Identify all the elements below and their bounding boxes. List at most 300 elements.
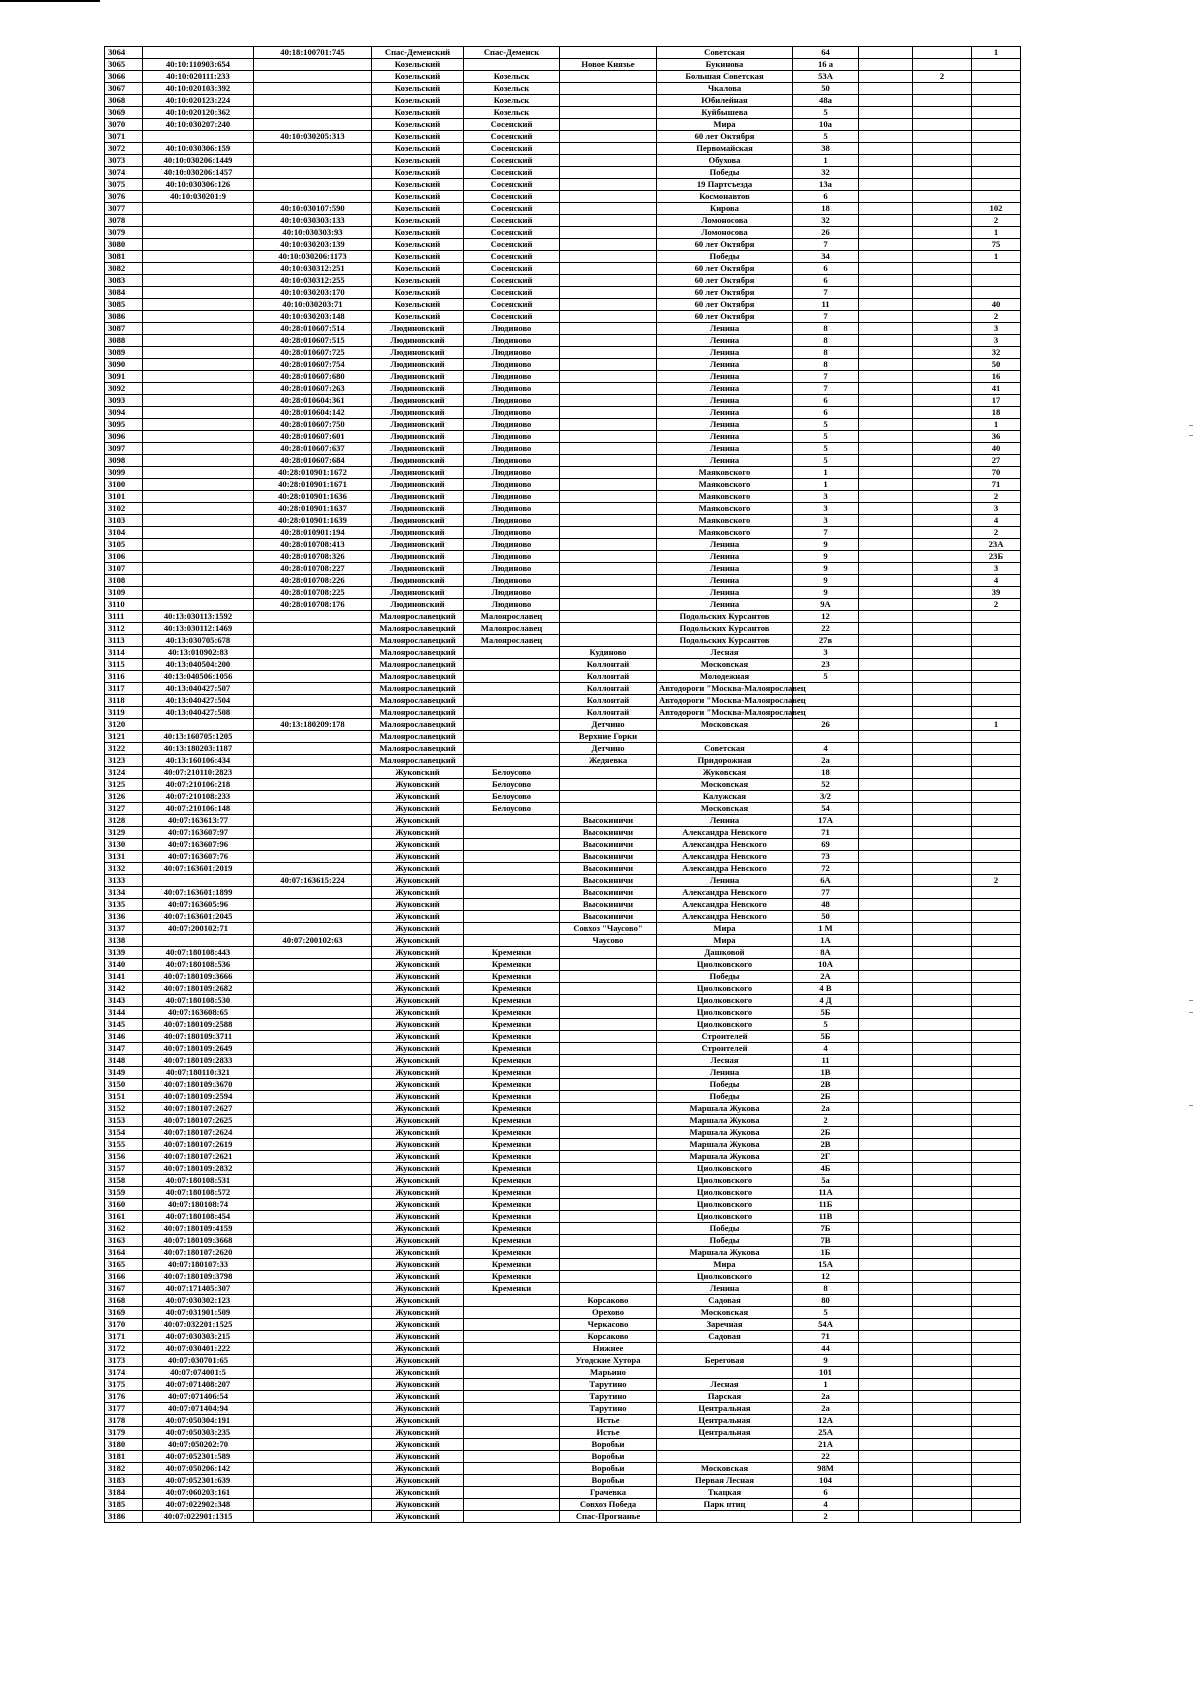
- cell-cadastral-number-land: [143, 455, 254, 467]
- cell-letter: [913, 539, 972, 551]
- cell-street: Парская: [657, 1391, 793, 1403]
- cell-district: Людиновский: [372, 575, 464, 587]
- cell-cadastral-number-land: 40:07:022902:348: [143, 1499, 254, 1511]
- cell-apartment-number: [972, 803, 1021, 815]
- cell-letter: [913, 1091, 972, 1103]
- cell-district: Жуковский: [372, 1307, 464, 1319]
- cell-city: Людиново: [464, 371, 560, 383]
- cell-building-number: [859, 311, 913, 323]
- cell-city: [464, 1403, 560, 1415]
- cell-settlement: [560, 131, 657, 143]
- cell-apartment-number: [972, 1019, 1021, 1031]
- cell-row-number: 3086: [105, 311, 143, 323]
- cell-settlement: Орехово: [560, 1307, 657, 1319]
- cell-cadastral-number-land: 40:07:163607:96: [143, 839, 254, 851]
- cell-settlement: Кудиново: [560, 647, 657, 659]
- cell-house-number: 12А: [793, 1415, 859, 1427]
- cell-city: [464, 647, 560, 659]
- cell-city: Спас-Деменск: [464, 47, 560, 59]
- cell-cadastral-number-land: [143, 275, 254, 287]
- cell-house-number: 34: [793, 251, 859, 263]
- cell-house-number: 4: [793, 1499, 859, 1511]
- cell-district: Жуковский: [372, 1259, 464, 1271]
- cell-street: Советская: [657, 47, 793, 59]
- cell-cadastral-number-building: [254, 1343, 372, 1355]
- cell-row-number: 3112: [105, 623, 143, 635]
- cell-cadastral-number-building: [254, 779, 372, 791]
- cell-street: Циолковского: [657, 1199, 793, 1211]
- cell-district: Козельский: [372, 251, 464, 263]
- cell-settlement: Совхоз "Чаусово": [560, 923, 657, 935]
- cell-letter: [913, 503, 972, 515]
- cell-building-number: [859, 1391, 913, 1403]
- cell-city: Кременки: [464, 1223, 560, 1235]
- cell-cadastral-number-land: 40:07:200102:71: [143, 923, 254, 935]
- cell-apartment-number: 1: [972, 47, 1021, 59]
- cell-cadastral-number-building: [254, 1259, 372, 1271]
- cell-settlement: [560, 407, 657, 419]
- cell-house-number: 71: [793, 827, 859, 839]
- cell-building-number: [859, 791, 913, 803]
- cell-street: Ломоносова: [657, 215, 793, 227]
- cell-apartment-number: [972, 119, 1021, 131]
- cell-apartment-number: 23А: [972, 539, 1021, 551]
- cell-apartment-number: [972, 1499, 1021, 1511]
- table-row: [105, 959, 1021, 971]
- cell-building-number: [859, 803, 913, 815]
- cell-cadastral-number-building: [254, 1199, 372, 1211]
- cell-building-number: [859, 1343, 913, 1355]
- table-row: [105, 1103, 1021, 1115]
- cell-cadastral-number-building: [254, 791, 372, 803]
- cell-cadastral-number-building: [254, 1211, 372, 1223]
- cell-cadastral-number-building: [254, 1271, 372, 1283]
- cell-row-number: 3115: [105, 659, 143, 671]
- cell-district: Малоярославецкий: [372, 635, 464, 647]
- cell-street: Первая Лесная: [657, 1475, 793, 1487]
- cell-apartment-number: 27: [972, 455, 1021, 467]
- cell-cadastral-number-building: [254, 623, 372, 635]
- cell-city: [464, 1343, 560, 1355]
- table-row: [105, 479, 1021, 491]
- cell-letter: [913, 1127, 972, 1139]
- cell-cadastral-number-building: [254, 1391, 372, 1403]
- table-row: [105, 623, 1021, 635]
- cell-building-number: [859, 83, 913, 95]
- cell-city: Козельск: [464, 107, 560, 119]
- cell-building-number: [859, 1307, 913, 1319]
- cell-cadastral-number-building: 40:13:180209:178: [254, 719, 372, 731]
- cell-apartment-number: [972, 707, 1021, 719]
- cell-district: Малоярославецкий: [372, 755, 464, 767]
- cell-letter: [913, 935, 972, 947]
- cell-apartment-number: [972, 1283, 1021, 1295]
- cell-apartment-number: 32: [972, 347, 1021, 359]
- cell-district: Малоярославецкий: [372, 671, 464, 683]
- cell-street: [657, 1343, 793, 1355]
- cell-building-number: [859, 755, 913, 767]
- cell-house-number: 50: [793, 83, 859, 95]
- cell-row-number: 3093: [105, 395, 143, 407]
- cell-city: Сосенский: [464, 191, 560, 203]
- cell-letter: [913, 599, 972, 611]
- cell-settlement: [560, 1079, 657, 1091]
- table-row: [105, 323, 1021, 335]
- cell-row-number: 3165: [105, 1259, 143, 1271]
- table-row: [105, 1499, 1021, 1511]
- cell-settlement: Воробьи: [560, 1439, 657, 1451]
- cell-street: Маяковского: [657, 515, 793, 527]
- table-row: [105, 119, 1021, 131]
- cell-building-number: [859, 1487, 913, 1499]
- cell-street: Александра Невского: [657, 899, 793, 911]
- cell-building-number: [859, 683, 913, 695]
- cell-letter: [913, 959, 972, 971]
- cell-district: Козельский: [372, 275, 464, 287]
- cell-apartment-number: 1: [972, 227, 1021, 239]
- cell-house-number: 5: [793, 107, 859, 119]
- cell-district: Козельский: [372, 263, 464, 275]
- cell-house-number: 4: [793, 1043, 859, 1055]
- cell-building-number: [859, 815, 913, 827]
- cell-building-number: [859, 839, 913, 851]
- cell-cadastral-number-land: [143, 47, 254, 59]
- cell-settlement: [560, 335, 657, 347]
- cell-row-number: 3176: [105, 1391, 143, 1403]
- cell-district: Людиновский: [372, 467, 464, 479]
- cell-letter: [913, 1163, 972, 1175]
- cell-cadastral-number-land: 40:07:060203:161: [143, 1487, 254, 1499]
- cell-row-number: 3109: [105, 587, 143, 599]
- cell-row-number: 3090: [105, 359, 143, 371]
- cell-house-number: 5Б: [793, 1007, 859, 1019]
- cell-cadastral-number-building: [254, 1043, 372, 1055]
- cell-city: Сосенский: [464, 299, 560, 311]
- cell-settlement: [560, 1199, 657, 1211]
- cell-row-number: 3098: [105, 455, 143, 467]
- cell-city: [464, 899, 560, 911]
- cell-settlement: Коллонтай: [560, 695, 657, 707]
- cell-city: Сосенский: [464, 119, 560, 131]
- cell-settlement: [560, 215, 657, 227]
- cell-city: Кременки: [464, 1283, 560, 1295]
- cell-letter: [913, 1199, 972, 1211]
- cell-building-number: [859, 743, 913, 755]
- cell-row-number: 3101: [105, 491, 143, 503]
- cell-settlement: Высокиничи: [560, 911, 657, 923]
- cell-letter: [913, 551, 972, 563]
- cell-district: Людиновский: [372, 335, 464, 347]
- cell-apartment-number: [972, 95, 1021, 107]
- cell-apartment-number: [972, 1235, 1021, 1247]
- cell-apartment-number: [972, 59, 1021, 71]
- cell-cadastral-number-land: [143, 527, 254, 539]
- cell-city: [464, 1511, 560, 1523]
- cell-street: Ткацкая: [657, 1487, 793, 1499]
- cell-district: Жуковский: [372, 767, 464, 779]
- cell-street: Ленина: [657, 383, 793, 395]
- cell-street: Ленина: [657, 371, 793, 383]
- cell-cadastral-number-land: 40:07:052301:589: [143, 1451, 254, 1463]
- cell-letter: 2: [913, 71, 972, 83]
- cell-cadastral-number-land: 40:07:180107:2624: [143, 1127, 254, 1139]
- table-row: [105, 1127, 1021, 1139]
- cell-apartment-number: [972, 1199, 1021, 1211]
- cell-cadastral-number-land: [143, 875, 254, 887]
- cell-building-number: [859, 167, 913, 179]
- cell-row-number: 3164: [105, 1247, 143, 1259]
- cell-apartment-number: [972, 287, 1021, 299]
- cell-letter: [913, 563, 972, 575]
- cell-cadastral-number-land: 40:07:180109:2833: [143, 1055, 254, 1067]
- cell-cadastral-number-building: [254, 1103, 372, 1115]
- cell-city: Людиново: [464, 323, 560, 335]
- cell-house-number: 6: [793, 407, 859, 419]
- cell-street: Циолковского: [657, 983, 793, 995]
- cell-building-number: [859, 1403, 913, 1415]
- cell-apartment-number: [972, 1475, 1021, 1487]
- cell-district: Людиновский: [372, 359, 464, 371]
- cell-apartment-number: [972, 815, 1021, 827]
- cell-house-number: 15А: [793, 1259, 859, 1271]
- cell-row-number: 3138: [105, 935, 143, 947]
- cell-district: Козельский: [372, 131, 464, 143]
- cell-house-number: 18: [793, 203, 859, 215]
- cell-settlement: Детчино: [560, 743, 657, 755]
- cell-street: Московская: [657, 803, 793, 815]
- cell-city: Малоярославец: [464, 611, 560, 623]
- cell-row-number: 3108: [105, 575, 143, 587]
- cell-city: [464, 659, 560, 671]
- cell-cadastral-number-building: [254, 83, 372, 95]
- cell-street: Ломоносова: [657, 227, 793, 239]
- cell-street: Циолковского: [657, 959, 793, 971]
- cell-house-number: 8: [793, 323, 859, 335]
- cell-house-number: 16 а: [793, 59, 859, 71]
- cell-cadastral-number-building: 40:28:010607:725: [254, 347, 372, 359]
- cell-city: [464, 1295, 560, 1307]
- cell-street: Победы: [657, 971, 793, 983]
- cell-street: Центральная: [657, 1415, 793, 1427]
- cell-settlement: Высокиничи: [560, 899, 657, 911]
- cell-apartment-number: [972, 1151, 1021, 1163]
- cell-house-number: 9А: [793, 599, 859, 611]
- table-row: [105, 167, 1021, 179]
- cell-letter: [913, 1451, 972, 1463]
- cell-row-number: 3124: [105, 767, 143, 779]
- cell-cadastral-number-building: 40:10:030203:139: [254, 239, 372, 251]
- table-row: [105, 791, 1021, 803]
- cell-cadastral-number-building: [254, 191, 372, 203]
- cell-city: Людиново: [464, 539, 560, 551]
- cell-settlement: Высокиничи: [560, 863, 657, 875]
- cell-house-number: 3: [793, 491, 859, 503]
- cell-apartment-number: [972, 1211, 1021, 1223]
- cell-apartment-number: [972, 911, 1021, 923]
- cell-district: Жуковский: [372, 923, 464, 935]
- cell-city: [464, 827, 560, 839]
- cell-building-number: [859, 851, 913, 863]
- cell-building-number: [859, 383, 913, 395]
- cell-house-number: 3: [793, 503, 859, 515]
- cell-district: Жуковский: [372, 1367, 464, 1379]
- cell-letter: [913, 755, 972, 767]
- cell-building-number: [859, 347, 913, 359]
- table-row: [105, 1475, 1021, 1487]
- cell-district: Людиновский: [372, 323, 464, 335]
- cell-building-number: [859, 431, 913, 443]
- cell-letter: [913, 407, 972, 419]
- cell-building-number: [859, 395, 913, 407]
- cell-building-number: [859, 923, 913, 935]
- cell-apartment-number: [972, 671, 1021, 683]
- cell-apartment-number: [972, 1487, 1021, 1499]
- cell-row-number: 3123: [105, 755, 143, 767]
- cell-district: Людиновский: [372, 551, 464, 563]
- cell-row-number: 3157: [105, 1163, 143, 1175]
- cell-settlement: [560, 1115, 657, 1127]
- cell-settlement: Нижнее: [560, 1343, 657, 1355]
- cell-cadastral-number-land: [143, 383, 254, 395]
- cell-street: Строителей: [657, 1031, 793, 1043]
- cell-cadastral-number-building: 40:10:030303:133: [254, 215, 372, 227]
- cell-row-number: 3162: [105, 1223, 143, 1235]
- cell-row-number: 3134: [105, 887, 143, 899]
- cell-cadastral-number-building: [254, 1163, 372, 1175]
- cell-building-number: [859, 1439, 913, 1451]
- cell-cadastral-number-building: [254, 887, 372, 899]
- cell-row-number: 3116: [105, 671, 143, 683]
- cell-settlement: [560, 275, 657, 287]
- cell-cadastral-number-building: [254, 179, 372, 191]
- cell-cadastral-number-building: [254, 635, 372, 647]
- cell-row-number: 3181: [105, 1451, 143, 1463]
- cell-house-number: 12: [793, 1271, 859, 1283]
- cell-letter: [913, 239, 972, 251]
- cell-street: Московская: [657, 779, 793, 791]
- cell-street: Автодороги "Москва-Малоярославец: [657, 707, 793, 719]
- cell-city: Сосенский: [464, 131, 560, 143]
- cell-cadastral-number-building: 40:28:010901:1672: [254, 467, 372, 479]
- cell-building-number: [859, 551, 913, 563]
- cell-apartment-number: [972, 947, 1021, 959]
- cell-building-number: [859, 695, 913, 707]
- cell-cadastral-number-land: [143, 491, 254, 503]
- cell-cadastral-number-land: [143, 467, 254, 479]
- cell-letter: [913, 59, 972, 71]
- cell-city: [464, 863, 560, 875]
- cell-building-number: [859, 131, 913, 143]
- table-row: [105, 647, 1021, 659]
- cell-cadastral-number-land: 40:07:180109:2649: [143, 1043, 254, 1055]
- cell-house-number: 6: [793, 191, 859, 203]
- cell-house-number: 26: [793, 227, 859, 239]
- cell-city: Кременки: [464, 1247, 560, 1259]
- cell-settlement: [560, 191, 657, 203]
- cell-row-number: 3076: [105, 191, 143, 203]
- cell-apartment-number: [972, 635, 1021, 647]
- cell-settlement: [560, 383, 657, 395]
- cell-cadastral-number-building: 40:10:030303:93: [254, 227, 372, 239]
- cell-house-number: 3: [793, 647, 859, 659]
- cell-apartment-number: [972, 1379, 1021, 1391]
- cell-letter: [913, 1115, 972, 1127]
- cell-row-number: 3132: [105, 863, 143, 875]
- cell-street: Ленина: [657, 1283, 793, 1295]
- cell-street: Циолковского: [657, 1211, 793, 1223]
- cell-building-number: [859, 107, 913, 119]
- cell-district: Жуковский: [372, 1091, 464, 1103]
- cell-house-number: 101: [793, 1367, 859, 1379]
- cell-letter: [913, 863, 972, 875]
- cell-cadastral-number-land: [143, 935, 254, 947]
- cell-building-number: [859, 1475, 913, 1487]
- cell-cadastral-number-building: [254, 167, 372, 179]
- cell-settlement: [560, 803, 657, 815]
- cell-street: Ленина: [657, 431, 793, 443]
- cell-letter: [913, 95, 972, 107]
- cell-row-number: 3081: [105, 251, 143, 263]
- cell-house-number: 2: [793, 1115, 859, 1127]
- cell-street: Московская: [657, 1463, 793, 1475]
- edge-mark: [1189, 425, 1193, 426]
- table-row: [105, 971, 1021, 983]
- cell-building-number: [859, 203, 913, 215]
- cell-street: Парк птиц: [657, 1499, 793, 1511]
- cell-street: Победы: [657, 1079, 793, 1091]
- cell-district: Людиновский: [372, 443, 464, 455]
- cell-settlement: [560, 1175, 657, 1187]
- cell-street: Александра Невского: [657, 827, 793, 839]
- cell-street: Маршала Жукова: [657, 1127, 793, 1139]
- cell-letter: [913, 227, 972, 239]
- cell-cadastral-number-land: 40:07:180108:531: [143, 1175, 254, 1187]
- cell-cadastral-number-land: 40:07:180108:454: [143, 1211, 254, 1223]
- cell-cadastral-number-building: [254, 1319, 372, 1331]
- cell-settlement: [560, 95, 657, 107]
- cell-street: Маршала Жукова: [657, 1103, 793, 1115]
- cell-street: Маршала Жукова: [657, 1151, 793, 1163]
- cell-letter: [913, 1103, 972, 1115]
- cell-cadastral-number-land: 40:07:171405:307: [143, 1283, 254, 1295]
- cell-apartment-number: [972, 863, 1021, 875]
- cell-district: Людиновский: [372, 491, 464, 503]
- cell-city: [464, 1331, 560, 1343]
- cell-street: Маршала Жукова: [657, 1139, 793, 1151]
- cell-apartment-number: 3: [972, 503, 1021, 515]
- cell-house-number: 7: [793, 383, 859, 395]
- cell-settlement: Корсаково: [560, 1331, 657, 1343]
- cell-cadastral-number-land: 40:07:180108:530: [143, 995, 254, 1007]
- cell-row-number: 3133: [105, 875, 143, 887]
- cell-district: Малоярославецкий: [372, 623, 464, 635]
- table-row: [105, 671, 1021, 683]
- table-row: [105, 179, 1021, 191]
- cell-cadastral-number-land: 40:07:071406:54: [143, 1391, 254, 1403]
- table-row: [105, 527, 1021, 539]
- cell-building-number: [859, 887, 913, 899]
- cell-city: Людиново: [464, 575, 560, 587]
- cell-street: [657, 731, 793, 743]
- cell-settlement: [560, 575, 657, 587]
- cell-street: Маяковского: [657, 527, 793, 539]
- cell-street: [657, 1451, 793, 1463]
- cell-house-number: 9: [793, 1355, 859, 1367]
- table-row: [105, 1451, 1021, 1463]
- cell-settlement: Корсаково: [560, 1295, 657, 1307]
- cell-row-number: 3170: [105, 1319, 143, 1331]
- cell-cadastral-number-land: 40:07:163605:96: [143, 899, 254, 911]
